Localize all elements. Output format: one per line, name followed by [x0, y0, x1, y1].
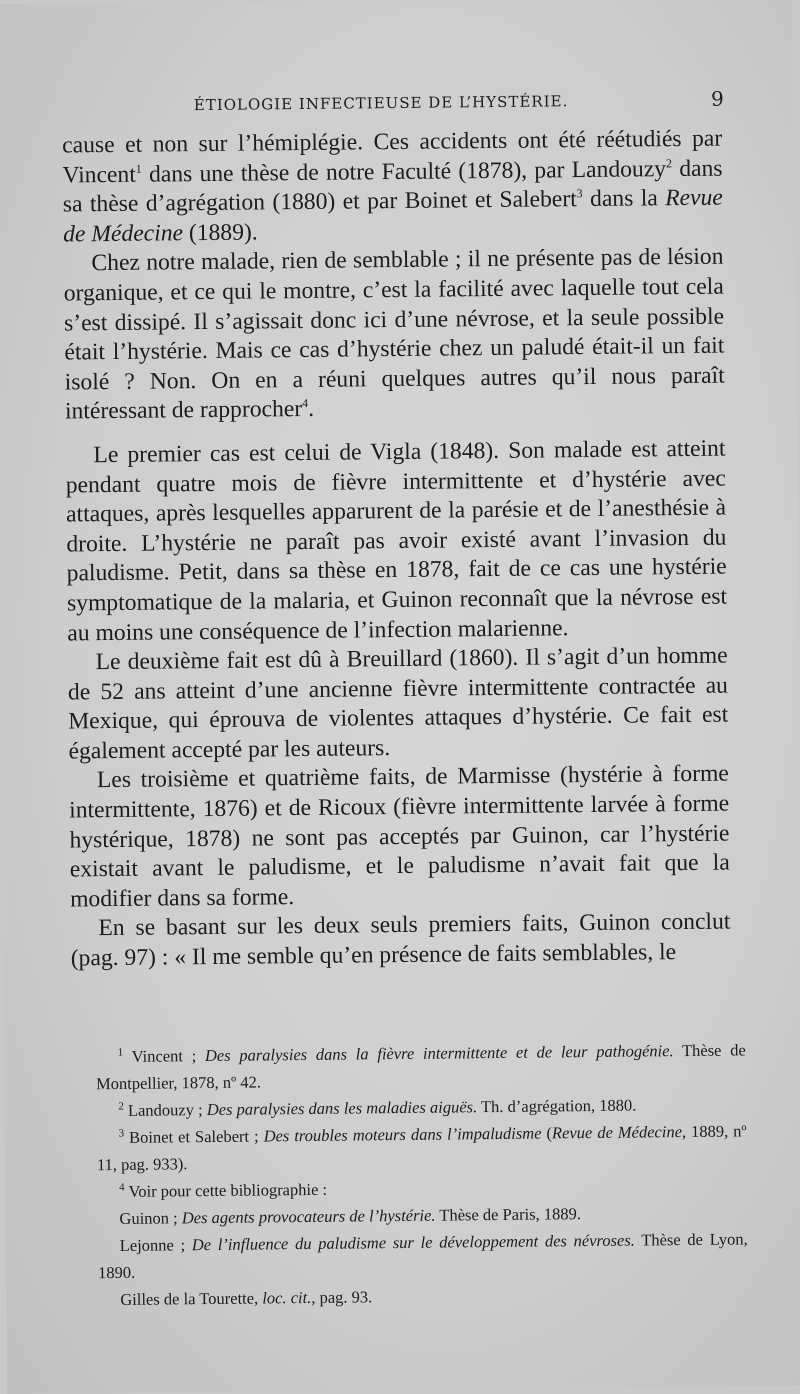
paragraph-1 [62, 125, 723, 250]
footnote-ref-lejonne [98, 1225, 749, 1286]
footnote-mark: 2 [118, 1100, 124, 1113]
text-run: dans la [582, 185, 666, 213]
cited-title: Des paralysies dans la fièvre intermittente et de leur pathogénie. [204, 1041, 674, 1066]
text-run: Lejonne ; [119, 1235, 192, 1255]
footnotes [96, 1036, 749, 1313]
text-run: Thèse de Montpellier, 1878, nº 42. [95, 1040, 746, 1094]
text-run: Vincent ; [123, 1046, 206, 1066]
paragraph-5: Les troisième et quatrième faits, de Marmisse (hystérie à forme intermittente, 1876) et de Ricoux (fièvre intermittente larvée à forme hystérique, 1878) ne sont pas acceptés par Guinon, car l’hystérie existait avant le paludisme, et le paludisme n’avait fait que la modifier dans sa forme. [69, 761, 730, 913]
footnote-mark: 1 [117, 1046, 124, 1059]
text-run: Thèse de Paris, 1889. [435, 1204, 582, 1225]
text-run: Boinet et Salebert ; [124, 1126, 264, 1147]
main-text [62, 125, 731, 974]
text-run: Guinon ; [119, 1208, 182, 1228]
footnote-mark: 3 [118, 1127, 125, 1140]
paragraph-6: En se basant sur les deux seuls premiers faits, Guinon conclut (pag. 97) : « Il me semble qu’en présence de faits semblables, le [70, 908, 731, 972]
text-run: Chez notre malade, rien de semblable ; il ne présente pas de lésion organique, et ce qui le montre, c’est la facilité avec laquelle tout cela s’est dissipé. Il s’agissait donc ici d’une névrose, et la seule possible était l’hystérie. Mais ce cas d’hystérie chez un paludé était-il un fait isolé ? Non. On en a réuni quelques autres qu’il nous paraît intéressant de rapprocher [63, 243, 725, 425]
cited-title: Des troubles moteurs dans l’impaludisme [263, 1123, 542, 1146]
paragraph-3: Le premier cas est celui de Vigla (1848). Son malade est atteint pendant quatre mois de fièvre intermittente et d’hystérie avec attaques, après lesquelles apparurent de la parésie et de l’anesthésie à droite. L’hystérie ne paraît pas avoir existé avant l’invasion du paludisme. Petit, dans sa thèse en 1878, fait de ce cas une hystérie symptomatique de la malaria, et Guinon reconnaît que la névrose est au moins une conséquence de l’infection malarienne. [65, 435, 728, 646]
text-run: dans une thèse de notre Faculté (1878), par Landouzy [141, 155, 667, 188]
footnote-ref: 4 [302, 396, 309, 411]
text-run: Thèse de Lyon, 1890. [97, 1229, 748, 1283]
journal-title: Revue de Médecine [63, 184, 723, 248]
footnote-ref: 2 [665, 155, 673, 170]
page-number: 9 [710, 86, 724, 111]
text-run: Landouzy ; [123, 1100, 207, 1120]
paragraph-2 [63, 243, 725, 427]
cited-title: loc. cit. [262, 1287, 312, 1308]
footnote-mark: 4 [119, 1181, 125, 1194]
text-run: Voir pour cette bibliographie : [124, 1179, 328, 1201]
footnote-3 [96, 1117, 747, 1178]
text-run: . [308, 396, 315, 423]
journal-title: Revue de Médecine [551, 1122, 683, 1143]
text-run: , pag. 93. [311, 1287, 373, 1307]
cited-title: Des agents provocateurs de l’hystérie. [181, 1205, 436, 1228]
text-run: Th. d’agrégation, 1880. [477, 1095, 637, 1117]
paragraph-4: Le deuxième fait est dû à Breuillard (1860). Il s’agit d’un homme de 52 ans atteint d’une ancienne fièvre intermittente contractée au Mexique, qui éprouva de violentes attaques d’hystérie. Ce fait est également accepté par les auteurs. [67, 642, 729, 765]
footnote-1 [96, 1036, 747, 1097]
cited-title: Des paralysies dans les maladies aiguës. [206, 1097, 478, 1120]
text-run: ( [541, 1123, 553, 1143]
text-run: cause et non sur l’hémiplégie. Ces accidents ont été réétudiés par Vincent [62, 125, 723, 189]
text-run: dans sa thèse d’agrégation (1880) et par Boinet et Salebert [62, 155, 723, 218]
footnote-ref: 3 [576, 186, 583, 201]
running-title: ÉTIOLOGIE INFECTIEUSE DE L’HYSTÉRIE. [193, 92, 569, 115]
text-run: Gilles de la Tourette, [120, 1288, 263, 1309]
page-header [64, 86, 724, 122]
footnote-ref: 1 [135, 161, 142, 176]
footnote-ref-gilles [98, 1279, 748, 1313]
cited-title: De l’influence du paludisme sur le développement des névroses. [191, 1230, 635, 1255]
text-run: (1889). [182, 219, 258, 247]
text-run: , 1889, nº 11, pag. 933). [96, 1121, 747, 1175]
